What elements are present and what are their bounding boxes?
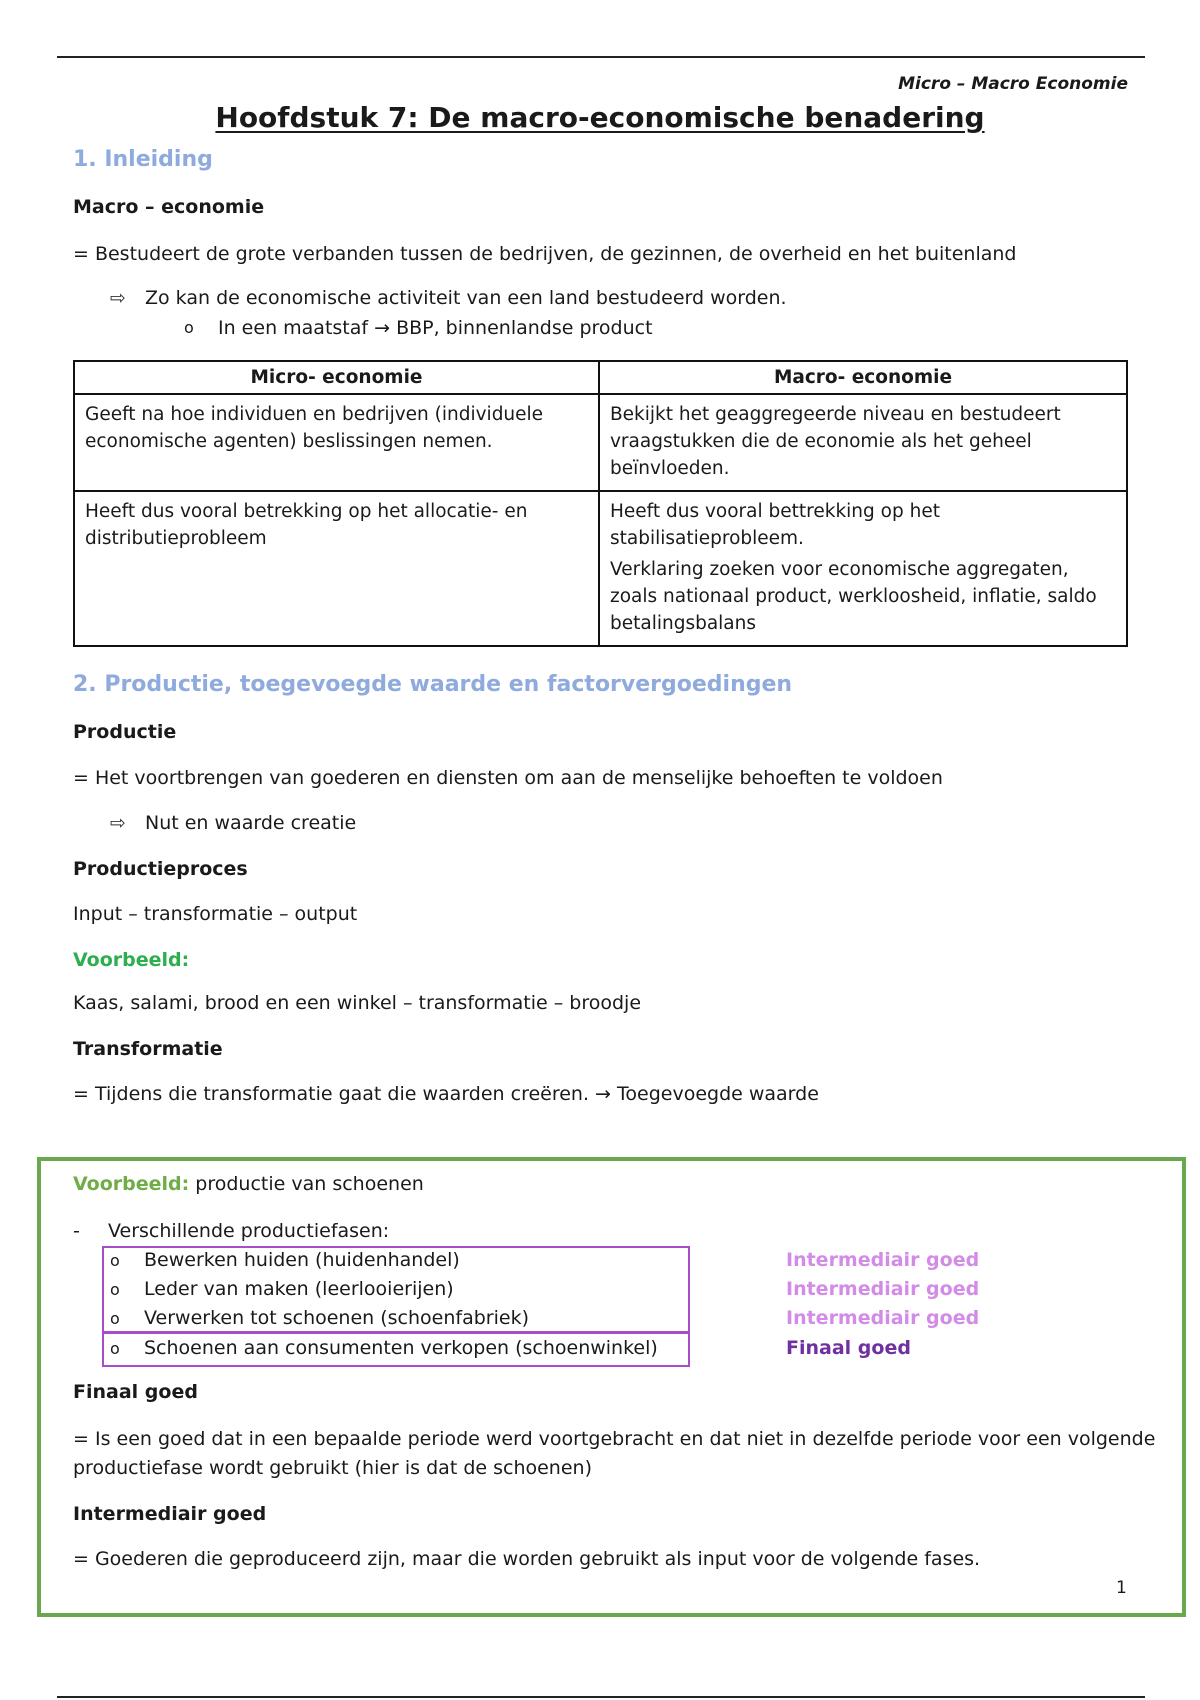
bullet-icon: o <box>110 1339 120 1358</box>
productieproces-text: Input – transformatie – output <box>73 903 358 925</box>
bullet-icon: o <box>110 1280 120 1299</box>
transformatie-term: Transformatie <box>73 1038 223 1060</box>
bullet-icon: o <box>110 1251 120 1270</box>
column-header-macro: Macro- economie <box>599 361 1127 394</box>
voorbeeld-text: Kaas, salami, brood en een winkel – transformatie – broodje <box>73 992 642 1014</box>
list-item <box>110 1278 454 1300</box>
stage-text: Verwerken tot schoenen (schoenfabriek) <box>144 1307 529 1329</box>
cell-text: Geeft na hoe individuen en bedrijven (individuele economische agenten) beslissingen nemen. <box>85 404 544 452</box>
table-cell-micro <box>74 491 599 646</box>
list-item <box>110 1337 658 1359</box>
finaal-goed-definition-line1: = Is een goed dat in een bepaalde periode werd voortgebracht en dat niet in dezelfde periode voor een volgende <box>73 1428 1156 1450</box>
comparison-table <box>73 360 1128 647</box>
example-heading <box>73 1173 424 1195</box>
table-header-row <box>74 361 1127 394</box>
intermediair-goed-definition: = Goederen die geproduceerd zijn, maar die worden gebruikt als input voor de volgende fases. <box>73 1548 981 1570</box>
intermediair-goed-term: Intermediair goed <box>73 1503 267 1525</box>
section1-heading: 1. Inleiding <box>73 147 213 172</box>
table-cell-micro <box>74 394 599 491</box>
stage-label-finaal: Finaal goed <box>786 1337 911 1359</box>
finaal-goed-definition-line2: productiefase wordt gebruikt (hier is dat de schoenen) <box>73 1457 592 1479</box>
macro-term: Macro – economie <box>73 196 265 218</box>
table-cell-macro <box>599 394 1127 491</box>
section2-heading: 2. Productie, toegevoegde waarde en factorvergoedingen <box>73 672 793 697</box>
page-number: 1 <box>1116 1578 1127 1598</box>
column-header-micro: Micro- economie <box>74 361 599 394</box>
productie-arrow-point: Nut en waarde creatie <box>145 812 357 834</box>
voorbeeld-label: Voorbeeld: <box>73 1173 190 1195</box>
stage-text: Bewerken huiden (huidenhandel) <box>144 1249 460 1271</box>
bottom-rule <box>57 1696 1145 1698</box>
productie-definition: = Het voortbrengen van goederen en diensten om aan de menselijke behoeften te voldoen <box>73 767 943 789</box>
stage-text: Leder van maken (leerlooierijen) <box>144 1278 454 1300</box>
cell-text: Verklaring zoeken voor economische aggregaten, zoals nationaal product, werkloosheid, inflatie, saldo betalingsbalans <box>609 559 1097 634</box>
arrow-icon: ⇨ <box>110 287 126 309</box>
transformatie-definition: = Tijdens die transformatie gaat die waarden creëren. → Toegevoegde waarde <box>73 1083 819 1105</box>
stage-label-intermediair: Intermediair goed <box>786 1278 980 1300</box>
table-row <box>74 394 1127 491</box>
finaal-goed-term: Finaal goed <box>73 1381 198 1403</box>
macro-definition: = Bestudeert de grote verbanden tussen de bedrijven, de gezinnen, de overheid en het buitenland <box>73 243 1017 265</box>
table-row <box>74 491 1127 646</box>
sub-bullet-icon: o <box>184 318 194 337</box>
table-cell-macro <box>599 491 1127 646</box>
productie-term: Productie <box>73 721 177 743</box>
chapter-title: Hoofdstuk 7: De macro-economische benadering <box>215 101 985 134</box>
list-item <box>110 1249 460 1271</box>
sub-point: In een maatstaf → BBP, binnenlandse product <box>218 317 653 339</box>
bullet-icon: o <box>110 1309 120 1328</box>
stage-text: Schoenen aan consumenten verkopen (schoenwinkel) <box>144 1337 658 1359</box>
list-item <box>110 1307 529 1329</box>
productieproces-term: Productieproces <box>73 858 248 880</box>
cell-text: Heeft dus vooral betrekking op het allocatie- en distributieprobleem <box>85 501 528 549</box>
cell-text: Bekijkt het geaggregeerde niveau en bestudeert vraagstukken die de economie als het geheel beïnvloeden. <box>609 404 1061 479</box>
arrow-icon: ⇨ <box>110 812 126 834</box>
course-header: Micro – Macro Economie <box>898 74 1128 94</box>
fasen-label: Verschillende productiefasen: <box>108 1220 390 1242</box>
stage-label-intermediair: Intermediair goed <box>786 1249 980 1271</box>
top-rule <box>57 56 1145 58</box>
dash-bullet: - <box>73 1220 80 1242</box>
cell-text: Heeft dus vooral bettrekking op het stabilisatieprobleem. <box>609 501 940 549</box>
stage-label-intermediair: Intermediair goed <box>786 1307 980 1329</box>
arrow-point: Zo kan de economische activiteit van een land bestudeerd worden. <box>145 287 787 309</box>
voorbeeld-text: productie van schoenen <box>189 1173 424 1195</box>
voorbeeld-label: Voorbeeld: <box>73 949 190 971</box>
